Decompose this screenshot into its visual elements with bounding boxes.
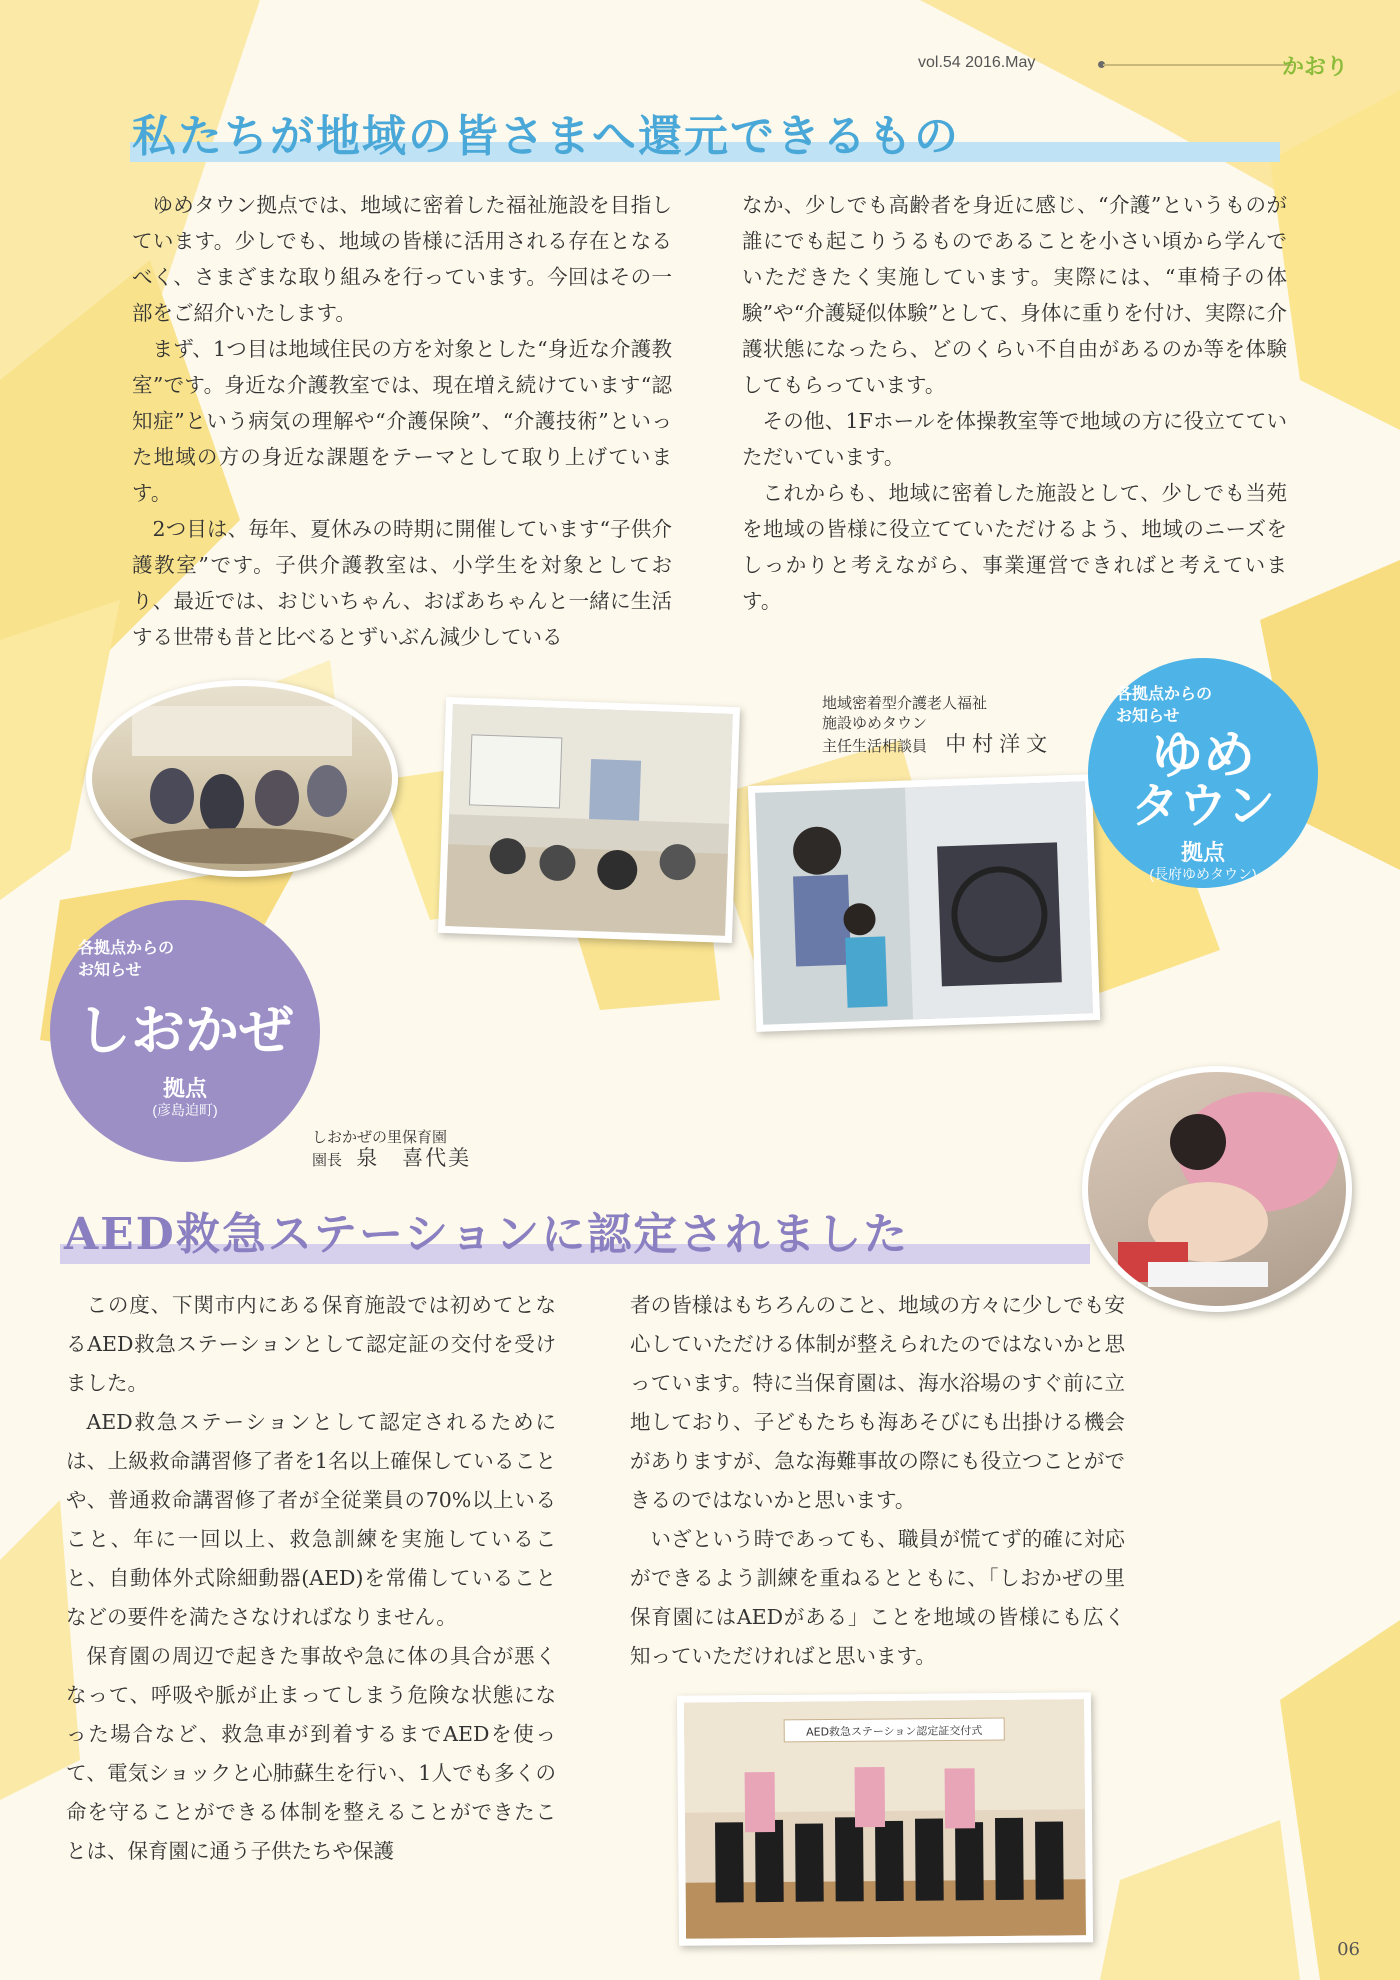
credit-name: 中村洋文 bbox=[945, 732, 1054, 756]
section1-paragraph: これからも、地域に密着した施設として、少しでも当苑を地域の皆様に役立てていただけるよう、地域のニーズをしっかりと考えながら、事業運営できればと考えています。 bbox=[742, 481, 1287, 613]
photo-banner-text: AED救急ステーション認定証交付式 bbox=[806, 1724, 983, 1739]
badge-notice-line: お知らせ bbox=[78, 962, 142, 979]
section1-title: 私たちが地域の皆さまへ還元できるもの bbox=[132, 111, 960, 162]
credit-name: 泉 喜代美 bbox=[356, 1146, 472, 1170]
section2-paragraph: いざという時であっても、職員が慌てず的確に対応ができるよう訓練を重ねるとともに、「しおかぜの里保育園にはAEDがある」ことを地域の皆様にも広く知っていただければと思います。 bbox=[630, 1527, 1125, 1668]
photo-aed-certificate-ceremony bbox=[677, 1692, 1093, 1946]
badge-base-name: ゆめ bbox=[1150, 725, 1255, 786]
section2-credit bbox=[312, 1128, 572, 1171]
header-rule bbox=[1103, 64, 1293, 66]
photo-aed-training-oval bbox=[1082, 1066, 1352, 1312]
badge-notice-line: 各拠点からの bbox=[1116, 686, 1213, 703]
badge-base-name: しおかぜ bbox=[77, 998, 293, 1062]
badge-location: (彦島迫町) bbox=[152, 1102, 218, 1118]
badge-kyoten: 拠点 bbox=[1180, 840, 1225, 866]
page-header bbox=[888, 52, 1348, 78]
section2-paragraph: AED救急ステーションとして認定されるためには、上級救命講習修了者を1名以上確保していることや、普通救命講習修了者が全従業員の70%以上いること、年に一回以上、救急訓練を実施していること、自動体外式除細動器(AED)を常備していることなどの要件を満たさなければなりません。 bbox=[66, 1410, 556, 1629]
page-number: 06 bbox=[1337, 1939, 1360, 1960]
section1-column-2 bbox=[742, 187, 1287, 619]
section1-credit bbox=[822, 694, 1102, 757]
section2-paragraph: 者の皆様はもちろんのこと、地域の方々に少しでも安心していただける体制が整えられたのではないかと思っています。特に当保育園は、海水浴場のすぐ前に立地しており、子どもたちも海あそびにも出掛ける機会がありますが、急な海難事故の際にも役立つことができるのではないかと思います。 bbox=[630, 1293, 1125, 1512]
issue-label: vol.54 2016.May bbox=[918, 54, 1036, 71]
section1-paragraph: 2つ目は、毎年、夏休みの時期に開催しています“子供介護教室”です。子供介護教室は、小学生を対象としており、最近では、おじいちゃん、おばあちゃんと一緒に生活する世帯も昔と比べるとずいぶん減少している bbox=[132, 517, 672, 649]
photo-illustration bbox=[445, 704, 733, 936]
photo-care-class-oval bbox=[86, 680, 398, 877]
photo-illustration bbox=[755, 781, 1093, 1024]
photo-lecture-room bbox=[438, 697, 740, 943]
brand-name: かおり bbox=[1281, 54, 1348, 79]
shiokaze-badge bbox=[50, 900, 320, 1162]
section1-paragraph: ゆめタウン拠点では、地域に密着した福祉施設を目指しています。少しでも、地域の皆様に活用される存在となるべく、さまざまな取り組みを行っています。今回はその一部をご紹介いたします。 bbox=[132, 193, 672, 325]
credit-role-line bbox=[822, 734, 1102, 757]
credit-role: 主任生活相談員 bbox=[822, 738, 928, 755]
section1-paragraph: その他、1Fホールを体操教室等で地域の方に役立てていただいています。 bbox=[742, 409, 1287, 469]
section2-paragraph: この度、下関市内にある保育施設では初めてとなるAED救急ステーションとして認定証の交付を受けました。 bbox=[66, 1293, 556, 1395]
badge-kyoten: 拠点 bbox=[162, 1076, 207, 1102]
section1-paragraph: なか、少しでも高齢者を身近に感じ、“介護”というものが誰にでも起こりうるものであることを小さい頃から学んでいただきたく実施しています。実際には、“車椅子の体験”や“介護疑似体験”として、身体に重りを付け、実際に介護状態になったら、どのくらい不自由があるのか等を体験してもらっています。 bbox=[742, 193, 1287, 397]
section2-column-2 bbox=[630, 1286, 1125, 1676]
section2-title: AED救急ステーションに認定されました bbox=[64, 1209, 910, 1260]
section1-column-1 bbox=[132, 187, 672, 655]
photo-wheelchair-experience bbox=[748, 774, 1100, 1032]
section2-column-1 bbox=[66, 1286, 556, 1871]
photo-illustration bbox=[684, 1699, 1086, 1938]
badge-notice-line: 各拠点からの bbox=[78, 940, 175, 957]
yumetown-badge bbox=[1088, 658, 1318, 888]
section2-paragraph: 保育園の周辺で起きた事故や急に体の具合が悪くなって、呼吸や脈が止まってしまう危険な状態になった場合など、救急車が到着するまでAEDを使って、電気ショックと心肺蘇生を行い、1人でも多くの命を守ることができる体制を整えることができたことは、保育園に通う子供たちや保護 bbox=[66, 1644, 556, 1863]
section1-paragraph: まず、1つ目は地域住民の方を対象とした“身近な介護教室”です。身近な介護教室では、現在増え続けています“認知症”という病気の理解や“介護保険”、“介護技術”といった地域の方の身近な課題をテーマとして取り上げています。 bbox=[132, 337, 672, 505]
photo-illustration bbox=[92, 686, 392, 871]
badge-notice-line: お知らせ bbox=[1116, 708, 1180, 725]
photo-illustration bbox=[1088, 1072, 1346, 1306]
credit-organization: 地域密着型介護老人福祉 bbox=[822, 695, 988, 712]
badge-notice-label bbox=[1116, 684, 1212, 728]
badge-base-name: タウン bbox=[1130, 778, 1275, 834]
badge-location: (長府ゆめタウン) bbox=[1149, 866, 1257, 882]
credit-role-line bbox=[312, 1148, 572, 1171]
credit-organization: しおかぜの里保育園 bbox=[312, 1129, 448, 1146]
credit-role: 園長 bbox=[312, 1152, 343, 1169]
credit-organization: 施設ゆめタウン bbox=[822, 715, 928, 732]
badge-notice-label bbox=[78, 938, 174, 982]
